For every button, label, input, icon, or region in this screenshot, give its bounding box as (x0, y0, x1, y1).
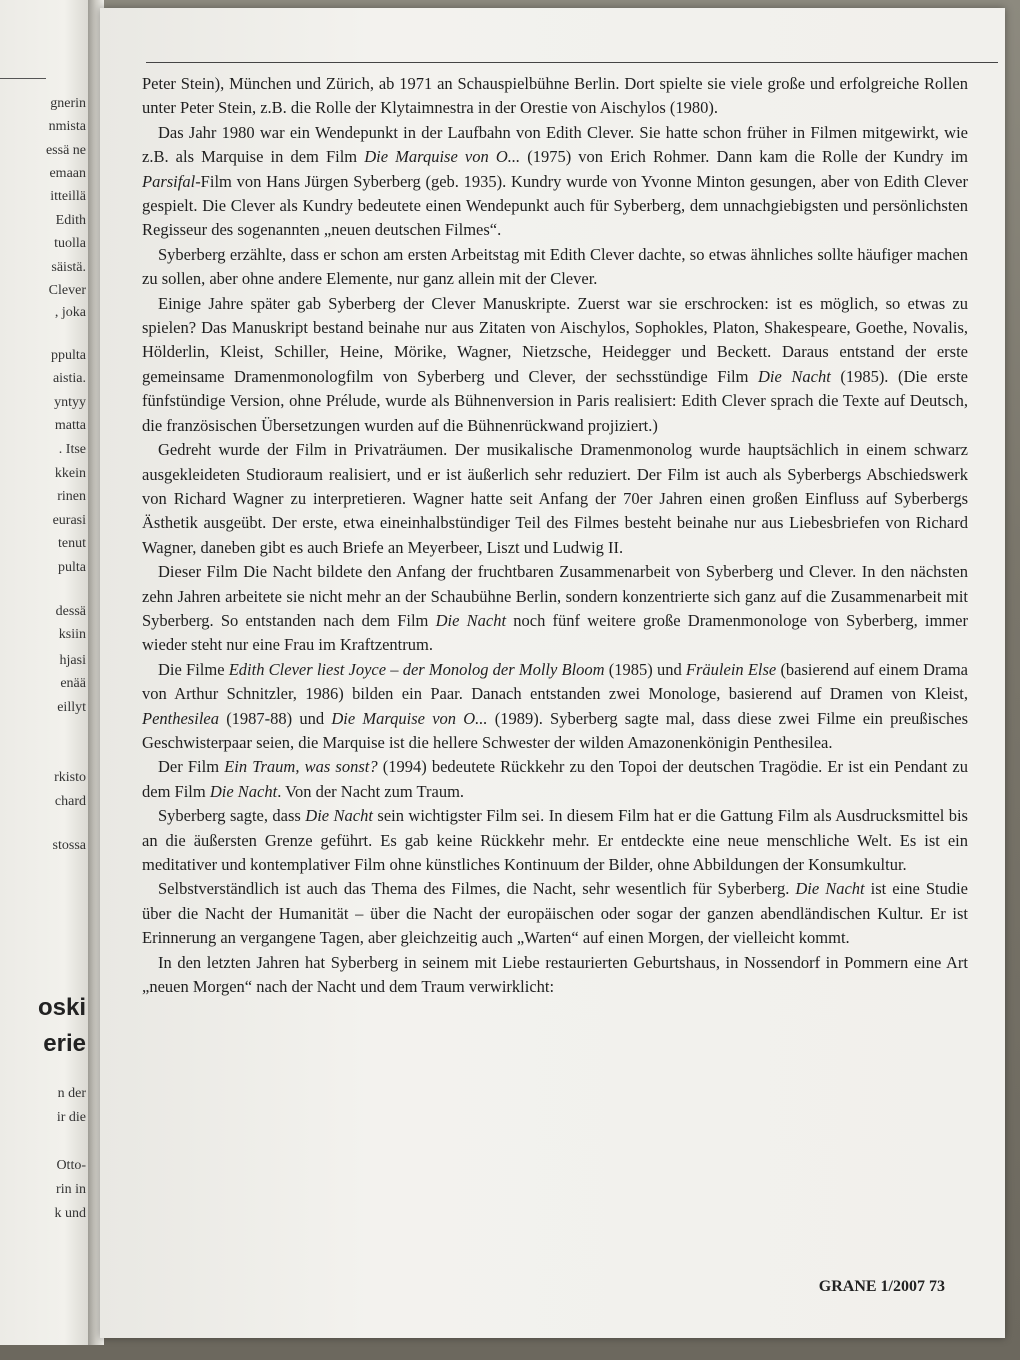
left-page-fragment: . Itse (58, 442, 86, 457)
left-page-fragment: ppulta (51, 348, 86, 363)
left-page-fragment: säistä. (51, 260, 86, 275)
right-page (100, 8, 1005, 1338)
left-page-fragment: tuolla (54, 236, 86, 251)
paragraph-text: (1975) von Erich Rohmer. Dann kam die Rolle der Kundry im (520, 147, 968, 167)
left-page-fragment: stossa (52, 838, 86, 853)
paragraph (142, 560, 968, 658)
left-page-fragment: chard (54, 794, 86, 809)
paragraph-text: In den letzten Jahren hat Syberberg in seinem mit Liebe restaurierten Geburtshaus, in Nossendorf in Pommern eine Art „neuen Morgen“ nach der Nacht und dem Traum verwirklicht: (142, 952, 968, 997)
italic-title: Parsifal (142, 171, 196, 191)
left-page-fragment: eurasi (52, 513, 86, 528)
paragraph (142, 121, 968, 243)
italic-title: Die Nacht (435, 610, 507, 630)
italic-title: Die Nacht (795, 879, 865, 899)
paragraph-text: Peter Stein), München und Zürich, ab 1971 an Schauspielbühne Berlin. Dort spielte sie viele große und erfolgreiche Rollen unter Peter Stein, z.B. die Rolle der Klytaimnestra in der Orestie von Aischylos (1980). (142, 74, 968, 118)
left-page-fragment: emaan (49, 166, 86, 181)
paragraph-text: Einige Jahre später gab Syberberg der Clever Manuskripte. Zuerst war sie erschrocken: ist es möglich, so etwas zu spielen? Das Manuskript bestand beinahe nur aus Zitaten von Aischylos, Sophokles, Platon, Shakespeare, Goethe, Novalis, Hölderlin, Kleist, Schiller, Heine, Mörike, Wagner, Nietzsche, Heidegger und Beckett. Daraus entstand der erste gemeinsame Dramenmonologfilm von Syberberg und Clever, der sechsstündige Film (142, 293, 968, 386)
left-page-fragment: , joka (54, 305, 86, 320)
left-page-fragment: n der (57, 1086, 86, 1101)
left-page-rule (0, 78, 46, 79)
paragraph-text: . Von der Nacht zum Traum. (277, 781, 465, 801)
left-page-fragment: aistia. (52, 371, 86, 386)
article-body (142, 72, 968, 999)
paragraph-text: Die Filme (158, 659, 229, 679)
paragraph (142, 755, 968, 804)
left-page-fragment: hjasi (59, 653, 86, 668)
italic-title: Fräulein Else (685, 659, 777, 679)
italic-title: Die Marquise von O... (331, 708, 488, 728)
left-page-fragment: ir die (56, 1110, 86, 1125)
left-page-fragment: k und (54, 1206, 86, 1221)
paragraph-text: Gedreht wurde der Film in Privaträumen. Der musikalische Dramenmonolog wurde hauptsächlich in einem schwarz ausgekleideten Studioraum realisiert, und er ist äußerlich sehr reduziert. Der Film ist auch als Syberbergs Abschiedswerk von Richard Wagner zu interpretieren. Wagner hatte seit Anfang der 70er Jahren einen großen Einfluss auf Syberbergs Ästhetik ausgeübt. Der erste, etwa eineinhalbstündiger Teil des Filmes besteht beinahe nur aus Liebesbriefen von Richard Wagner, daneben gibt es auch Briefe an Meyerbeer, Liszt und Ludwig II. (142, 440, 968, 557)
left-page (0, 0, 92, 1345)
left-page-fragment: yntyy (54, 395, 86, 410)
paragraph (142, 951, 968, 1000)
header-rule (146, 62, 998, 63)
left-page-fragment: kkein (54, 466, 86, 481)
paragraph-text: sein wichtigster Film sei. In diesem Film hat er die Gattung Film als Ausdrucksmittel bis an die äußersten Grenze geführt. Es gab keine Rückkehr mehr. Er entdeckte eine neue menschliche Welt. Es ist ein meditativer und kontemplativer Film ohne künstliches Kontinuum der Bilder, ohne Abbildungen der Konsumkultur. (142, 806, 968, 874)
paragraph (142, 438, 968, 560)
left-page-fragment: Edith (55, 213, 86, 228)
paragraph-text: (1989). Syberberg sagte mal, dass diese zwei Filme ein preußisches Geschwisterpaar seien, die Marquise ist die hellere Schwester der wilden Amazonenkönigin Penthesilea. (142, 708, 968, 752)
left-page-fragment: rin in (56, 1182, 86, 1197)
paragraph-text: (1994) bedeutete Rückkehr zu den Topoi der deutschen Tragödie. Er ist ein Pendant zu dem Film (142, 757, 969, 801)
left-page-fragment: enää (60, 676, 86, 691)
paragraph-text: Der Film (158, 757, 225, 777)
left-page-fragment: pulta (58, 560, 86, 575)
italic-title: Penthesilea (142, 708, 219, 728)
paragraph-text: -Film von Hans Jürgen Syberberg (geb. 1935). Kundry wurde von Yvonne Minton gesungen, aber von Edith Clever gespielt. Die Clever als Kundry bedeutete einen Wendepunkt auch für Syberberg, dem unnachgiebigsten und persönlichsten Regisseur des sogenannten „neuen deutschen Filmes“. (142, 171, 968, 240)
paragraph-text: Syberberg sagte, dass (158, 806, 306, 826)
paragraph (142, 292, 968, 438)
left-page-fragment: itteillä (50, 189, 86, 204)
italic-title: Ein Traum, was sonst? (224, 757, 378, 777)
paragraph-text: Selbstverständlich ist auch das Thema des Filmes, die Nacht, sehr wesentlich für Syberberg. (158, 879, 796, 899)
paragraph (142, 877, 968, 950)
italic-title: Edith Clever liest Joyce – der Monolog der Molly Bloom (228, 659, 605, 679)
paragraph-text: (basierend auf einem Drama von Arthur Schnitzler, 1986) bilden ein Paar. Danach entstanden zwei Monologe, basierend auf Dramen von Kleist, (142, 659, 969, 704)
paragraph-text: Syberberg erzählte, dass er schon am ersten Arbeitstag mit Edith Clever dachte, so etwas ähnliches sollte häufiger machen zu sollen, aber ohne andere Elemente, nur ganz allein mit der Clever. (142, 244, 968, 289)
left-page-fragment: nmista (48, 119, 86, 134)
left-page-fragment: gnerin (50, 96, 86, 111)
paragraph-text: Das Jahr 1980 war ein Wendepunkt in der Laufbahn von Edith Clever. Sie hatte schon früher in Filmen mitgewirkt, wie z.B. als Marquise in dem Film (142, 122, 968, 167)
paragraph-text: (1985) und (604, 659, 686, 679)
paragraph-text: Dieser Film Die Nacht bildete den Anfang der fruchtbaren Zusammenarbeit von Syberberg und Clever. In den nächsten zehn Jahren arbeitete sie nicht mehr an der Schaubühne Berlin, sondern konzentrierte sich ganz auf die Zusammenarbeit mit Syberberg. So entstanden nach dem Film (142, 562, 968, 630)
left-page-fragment: ksiin (58, 627, 86, 642)
left-page-fragment: rkisto (54, 770, 86, 785)
paragraph-text: (1985). (Die erste fünfstündige Version, ohne Prélude, wurde als Bühnenversion in Paris realisiert: Edith Clever sprach die Texte auf Deutsch, die französischen Übersetzungen wurden auf die Bühnenrückwand projiziert.) (142, 366, 968, 435)
left-page-fragment: rinen (57, 489, 86, 504)
italic-title: Die Nacht (758, 366, 831, 386)
italic-title: Die Marquise von O... (364, 147, 521, 167)
paragraph (142, 804, 968, 877)
italic-title: Die Nacht (305, 806, 373, 826)
left-page-fragment: matta (54, 418, 86, 433)
italic-title: Die Nacht (209, 781, 278, 801)
left-page-heading: erie (43, 1030, 86, 1057)
paragraph-text: ist eine Studie über die Nacht der Humanität – über die Nacht der europäischen oder sogar der ganzen abendländischen Kultur. Er ist Erinnerung an vergangene Tagen, aber gleichzeitig auch „Warten“ auf einen Morgen, der vielleicht kommt. (142, 879, 968, 948)
paragraph (142, 243, 968, 292)
left-page-fragment: Otto- (56, 1158, 86, 1173)
left-page-fragment: eillyt (57, 700, 86, 715)
paragraph (142, 72, 968, 121)
paragraph-text: noch fünf weitere große Dramenmonologe von Syberberg, immer wieder steht nur eine Frau im Kraftzentrum. (142, 610, 968, 655)
page-footer: GRANE 1/2007 73 (818, 1278, 945, 1295)
paragraph (142, 658, 968, 756)
left-page-fragment: tenut (58, 536, 86, 551)
left-page-fragment: dessä (55, 604, 86, 619)
left-page-fragment: essä ne (45, 143, 86, 158)
left-page-fragment: Clever (48, 283, 86, 298)
left-page-heading: oski (37, 994, 86, 1021)
paragraph-text: (1987-88) und (218, 708, 332, 728)
